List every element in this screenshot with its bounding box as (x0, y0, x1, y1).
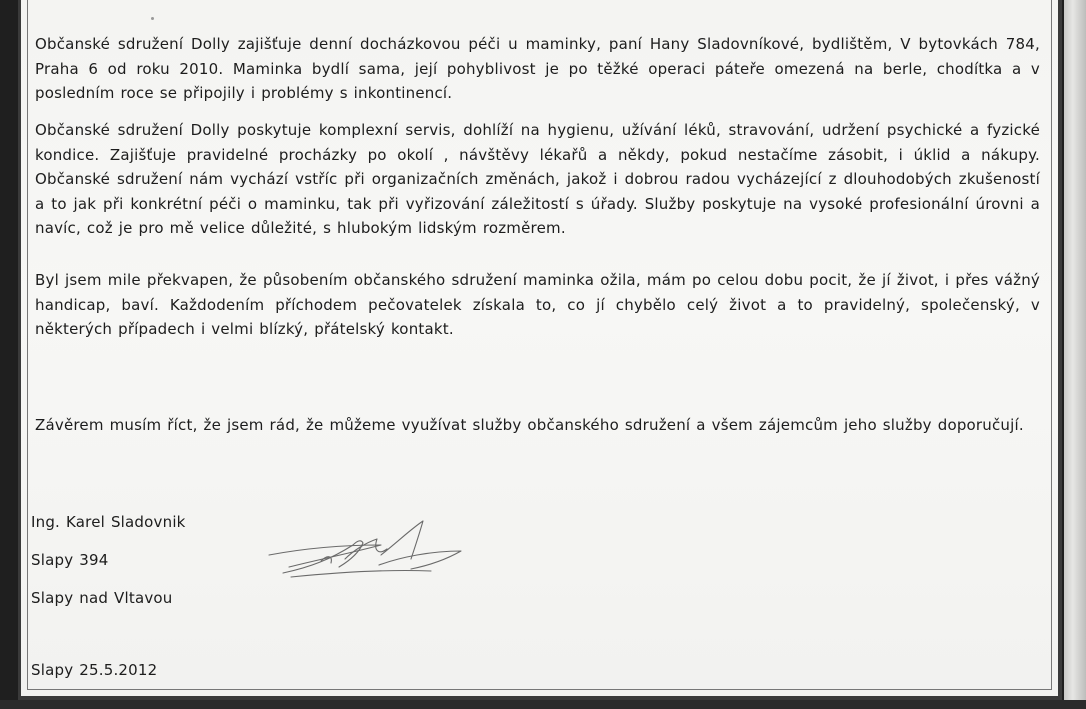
letter-page (18, 0, 1062, 700)
letter-date: Slapy 25.5.2012 (31, 661, 158, 679)
address-line-1: Slapy 394 (31, 551, 109, 569)
handwritten-signature (261, 515, 471, 585)
address-line-2: Slapy nad Vltavou (31, 589, 173, 607)
background-edge (1064, 0, 1086, 709)
paper-speck (151, 17, 154, 20)
paragraph-4: Závěrem musím říct, že jsem rád, že můžeme využívat služby občanského sdružení a všem zájemcům jeho služby doporučují. (35, 416, 1024, 434)
paragraph-2: Občanské sdružení Dolly poskytuje komplexní servis, dohlíží na hygienu, užívání léků, stravování, udržení psychické a fyzické kondice. Zajišťuje pravidelné procházky po okolí , návštěvy lékařů a někdy, pokud nestačíme zásobit, i úklid a nákupy. Občanské sdružení nám vychází vstříc při organizačních změnách, jakož i dobrou radou vycházející z dlouhodobých zkušeností a to jak při konkrétní péči o maminku, tak při vyřizování záležitostí s úřady. Služby poskytuje na vysoké profesionální úrovni a navíc, což je pro mě velice důležité, s hlubokým lidským rozměrem. (35, 121, 1040, 237)
signer-name: Ing. Karel Sladovnik (31, 513, 186, 531)
paragraph-1: Občanské sdružení Dolly zajišťuje denní docházkovou péči u maminky, paní Hany Sladovníkové, bydlištěm, V bytovkách 784, Praha 6 od roku 2010. Maminka bydlí sama, její pohyblivost je po těžké operaci páteře omezená na berle, chodítka a v posledním roce se připojily i problémy s inkontinencí. (35, 35, 1040, 102)
background-edge-bottom (0, 700, 1086, 709)
paragraph-3: Byl jsem mile překvapen, že působením občanského sdružení maminka ožila, mám po celou dobu pocit, že jí život, i přes vážný handicap, baví. Každodením příchodem pečovatelek získala to, co jí chybělo celý život a to pravidelný, společenský, v některých případech i velmi blízký, přátelský kontakt. (35, 271, 1040, 338)
